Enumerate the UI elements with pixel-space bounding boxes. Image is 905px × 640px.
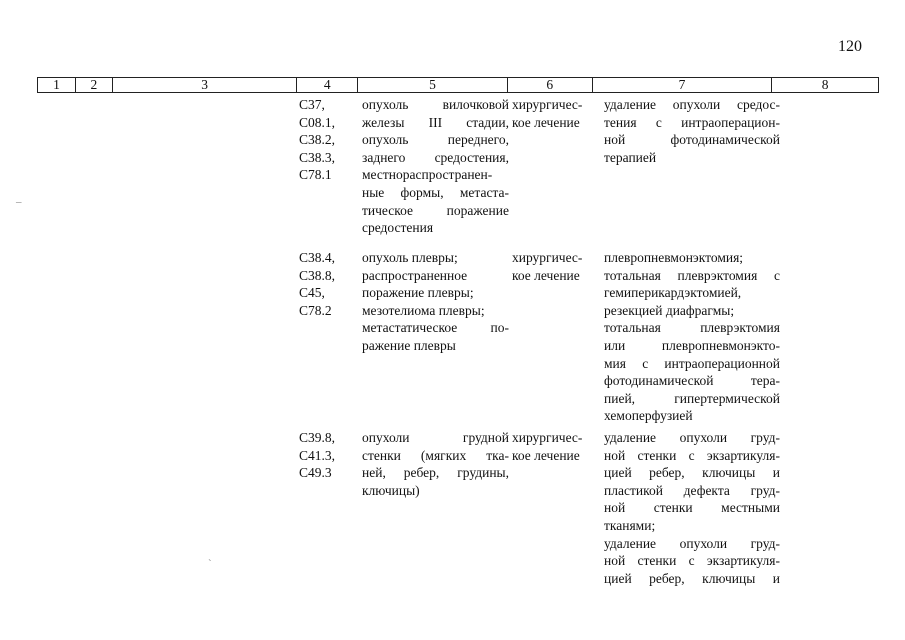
method-line: тотальная плеврэктомия с	[604, 267, 780, 283]
method-line: фотодинамической тера-	[604, 373, 780, 389]
method-line: удаление опухоли груд-	[604, 430, 780, 445]
treatment-method	[604, 249, 780, 425]
method-line: ной стенки с экзартикуля-	[604, 447, 780, 463]
diagnosis-line: ключицы)	[362, 482, 420, 498]
method-line: резекцией диафрагмы;	[604, 302, 735, 318]
treatment-line: кое лечение	[512, 447, 580, 463]
icd-code: C49.3	[299, 465, 332, 481]
method-line: удаление опухоли груд-	[604, 535, 780, 551]
method-line: тотальная плеврэктомия	[604, 320, 780, 336]
icd-code: C78.2	[299, 302, 332, 318]
icd-code: C41.3,	[299, 447, 336, 463]
diagnosis	[362, 96, 509, 237]
method-line: ной фотодинамической	[604, 132, 780, 148]
header-cell: 5	[358, 78, 508, 92]
header-cell: 6	[508, 78, 593, 92]
treatment-type	[512, 249, 602, 284]
method-line: пластикой дефекта груд-	[604, 482, 780, 498]
method-line: тканями;	[604, 517, 656, 533]
method-line: ной стенки с экзартикуля-	[604, 553, 780, 569]
method-line: цией ребер, ключицы и	[604, 570, 780, 586]
treatment-method	[604, 96, 780, 166]
method-line: ной стенки местными	[604, 500, 780, 516]
header-cell: 1	[38, 78, 76, 92]
scan-mark: –	[16, 196, 22, 208]
method-line: хемоперфузией	[604, 408, 693, 424]
diagnosis-line: заднего средостения,	[362, 149, 509, 165]
treatment-line: кое лечение	[512, 267, 580, 283]
icd-code: C38.2,	[299, 132, 336, 148]
diagnosis	[362, 429, 509, 499]
diagnosis-line: распространенное	[362, 267, 468, 283]
icd-code: C78.1	[299, 167, 332, 183]
table-header	[37, 77, 879, 93]
diagnosis-line: ражение плевры	[362, 337, 456, 353]
icd-code: C38.3,	[299, 149, 336, 165]
diagnosis-line: метастатическое по-	[362, 320, 509, 336]
treatment-type	[512, 429, 602, 464]
header-cell: 4	[297, 78, 358, 92]
icd-code: C39.8,	[299, 430, 336, 445]
header-cell: 3	[113, 78, 298, 92]
icd-code: C38.8,	[299, 267, 336, 283]
diagnosis-line: поражение плевры;	[362, 285, 474, 301]
method-line: тения с интраоперацион-	[604, 114, 780, 130]
diagnosis-line: стенки (мягких тка-	[362, 447, 509, 463]
icd-codes	[299, 96, 357, 184]
method-line: плевропневмонэктомия;	[604, 250, 744, 265]
diagnosis-line: опухоли грудной	[362, 430, 509, 445]
treatment-line: хирургичес-	[512, 430, 583, 445]
method-line: терапией	[604, 149, 657, 165]
icd-code: C37,	[299, 97, 325, 112]
icd-code: C08.1,	[299, 114, 336, 130]
diagnosis-line: опухоль переднего,	[362, 132, 509, 148]
page-number: 120	[838, 38, 862, 55]
scan-mark: `	[208, 558, 212, 570]
treatment-line: хирургичес-	[512, 250, 583, 265]
diagnosis-line: средостения	[362, 220, 434, 236]
diagnosis-line: тическое поражение	[362, 202, 509, 218]
method-line: пией, гипертермической	[604, 390, 780, 406]
method-line: или плевропневмонэкто-	[604, 337, 780, 353]
icd-code: C38.4,	[299, 250, 336, 265]
method-line: гемиперикардэктомией,	[604, 285, 742, 301]
diagnosis-line: опухоль плевры;	[362, 250, 458, 265]
method-line: мия с интраоперационной	[604, 355, 780, 371]
diagnosis-line: ней, ребер, грудины,	[362, 465, 509, 481]
treatment-method	[604, 429, 780, 587]
header-cell: 2	[76, 78, 113, 92]
diagnosis-line: опухоль вилочковой	[362, 97, 509, 112]
diagnosis-line: ные формы, метаста-	[362, 184, 509, 200]
treatment-type	[512, 96, 602, 131]
header-cell: 7	[593, 78, 773, 92]
icd-codes	[299, 249, 357, 319]
icd-code: C45,	[299, 285, 325, 301]
method-line: удаление опухоли средос-	[604, 97, 780, 112]
diagnosis-line: местнораспространен-	[362, 167, 493, 183]
icd-codes	[299, 429, 357, 482]
treatment-line: хирургичес-	[512, 97, 583, 112]
diagnosis-line: железы III стадии,	[362, 114, 509, 130]
treatment-line: кое лечение	[512, 114, 580, 130]
header-cell: 8	[821, 77, 829, 92]
method-line: цией ребер, ключицы и	[604, 465, 780, 481]
diagnosis-line: мезотелиома плевры;	[362, 302, 485, 318]
diagnosis	[362, 249, 509, 355]
